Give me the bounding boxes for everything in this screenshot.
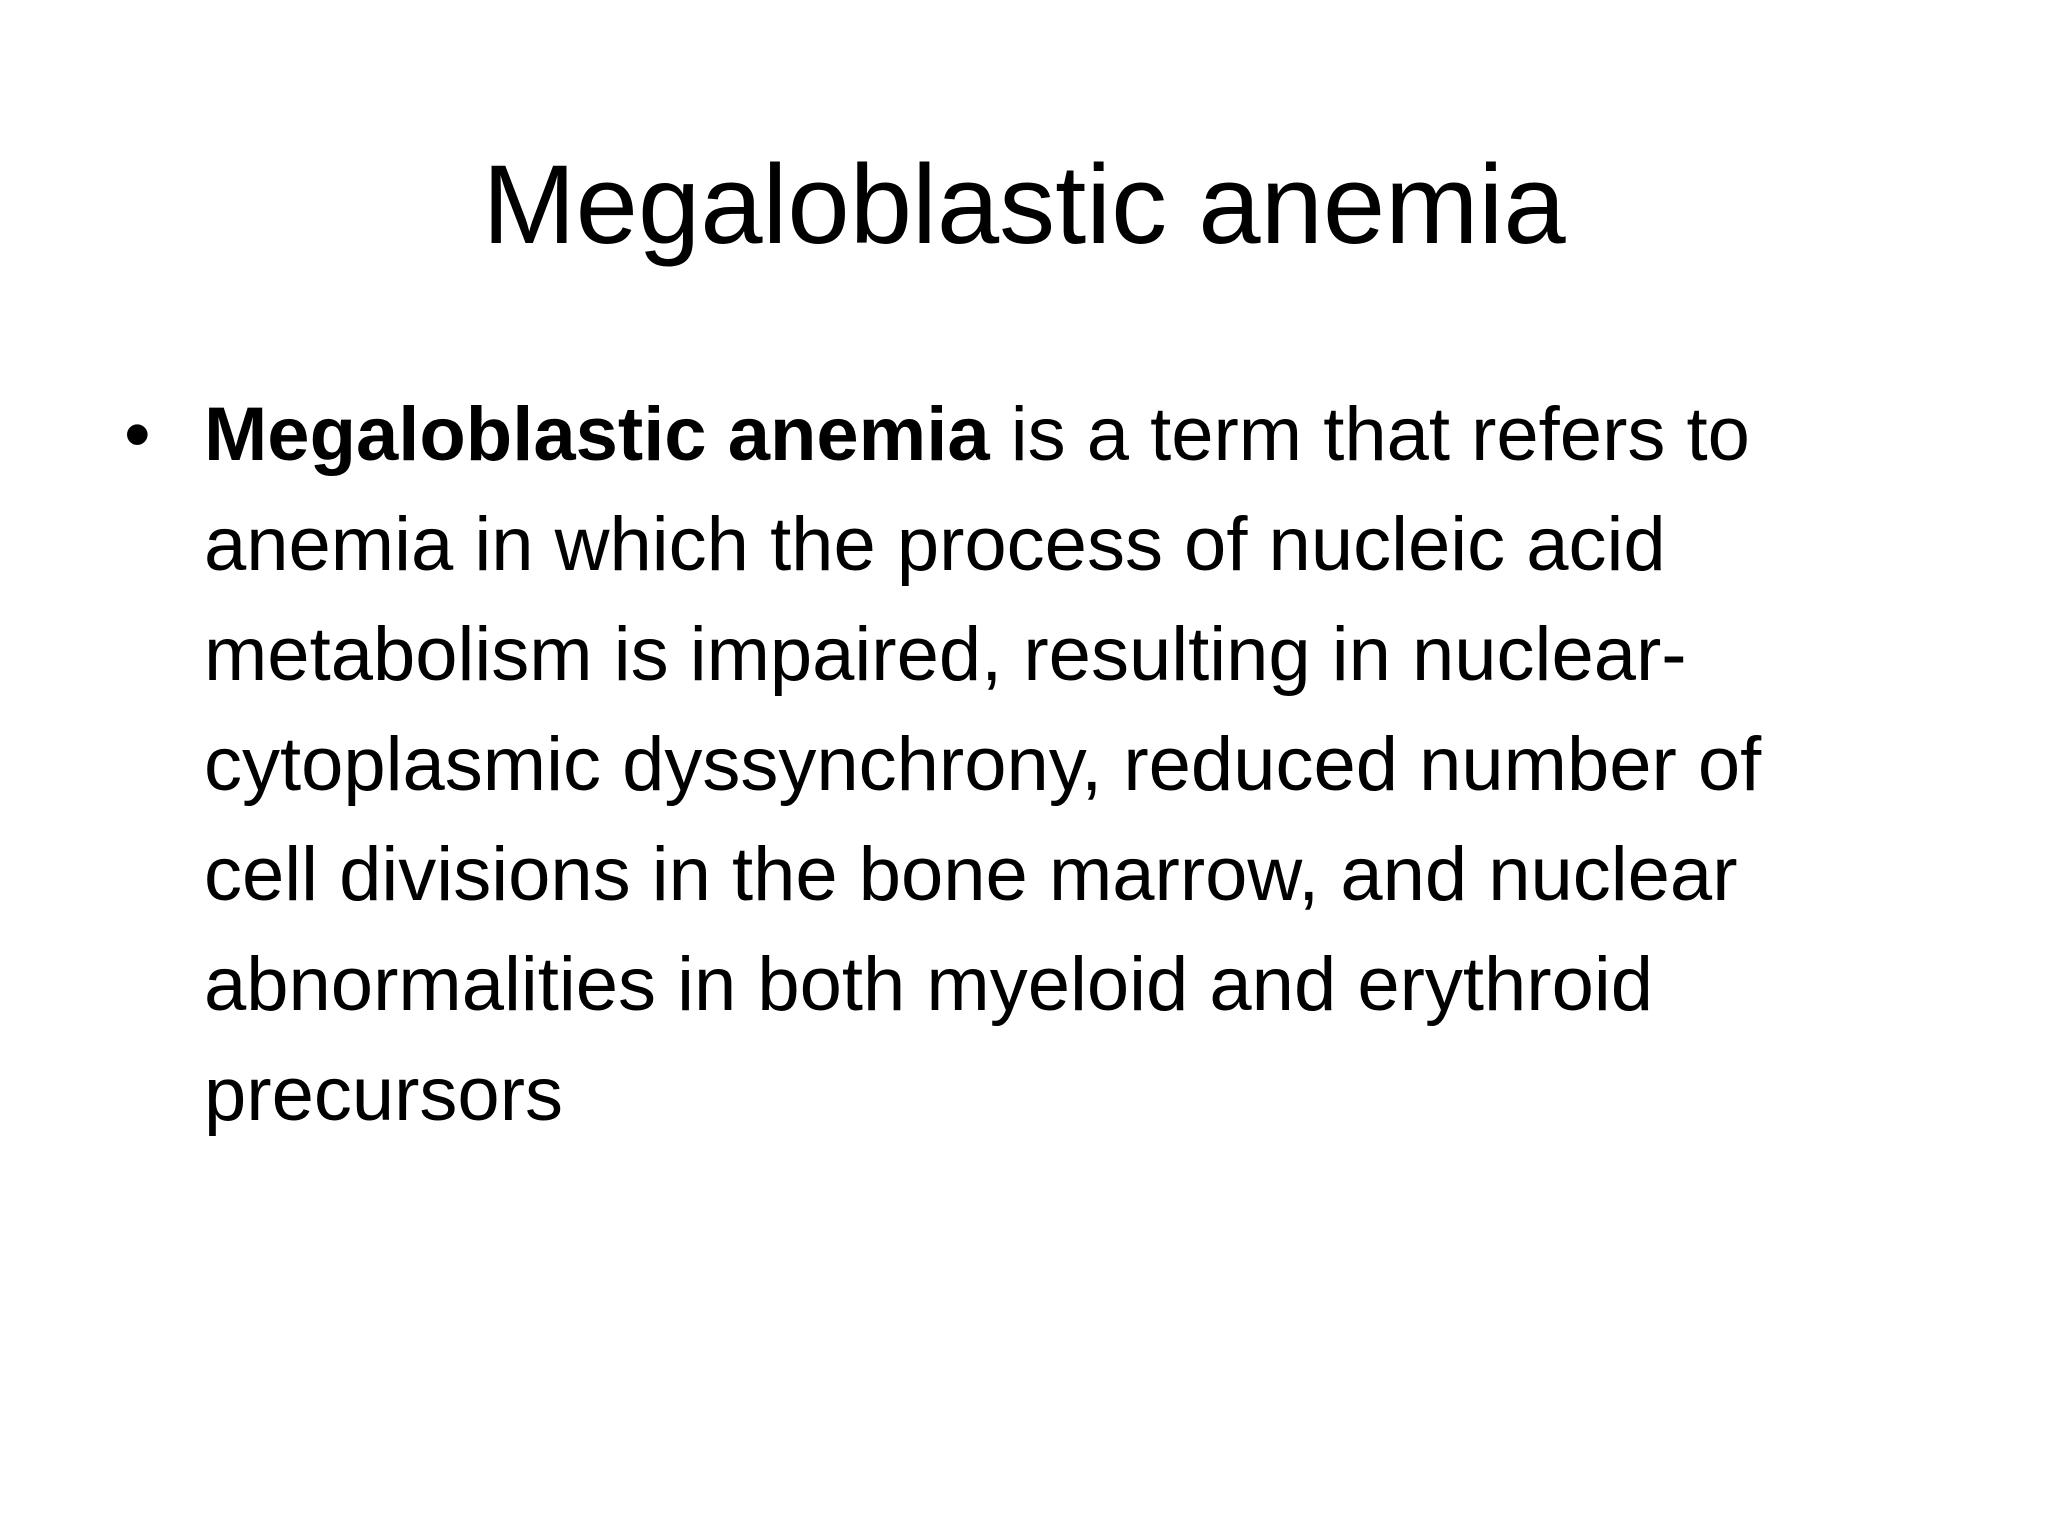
bullet-item: [124, 380, 1954, 1150]
bullet-line-7: precursors: [204, 1052, 563, 1137]
bullet-line-6: abnormalities in both myeloid and erythroid: [204, 942, 1654, 1027]
first-line-rest: is a term that refers to: [989, 392, 1750, 477]
bold-term: Megaloblastic anemia: [204, 392, 990, 477]
bullet-marker: •: [124, 392, 151, 477]
bullet-line-1: [204, 380, 1954, 490]
slide-title: Megaloblastic anemia: [482, 142, 1566, 267]
bullet-line-3: metabolism is impaired, resulting in nuclear-: [204, 612, 1687, 697]
bullet-line-5: cell divisions in the bone marrow, and nuclear: [204, 832, 1738, 917]
bullet-line-4: cytoplasmic dyssynchrony, reduced number of: [204, 722, 1762, 807]
bullet-list: [124, 380, 1954, 1150]
bullet-line-2: anemia in which the process of nucleic acid: [204, 502, 1666, 587]
